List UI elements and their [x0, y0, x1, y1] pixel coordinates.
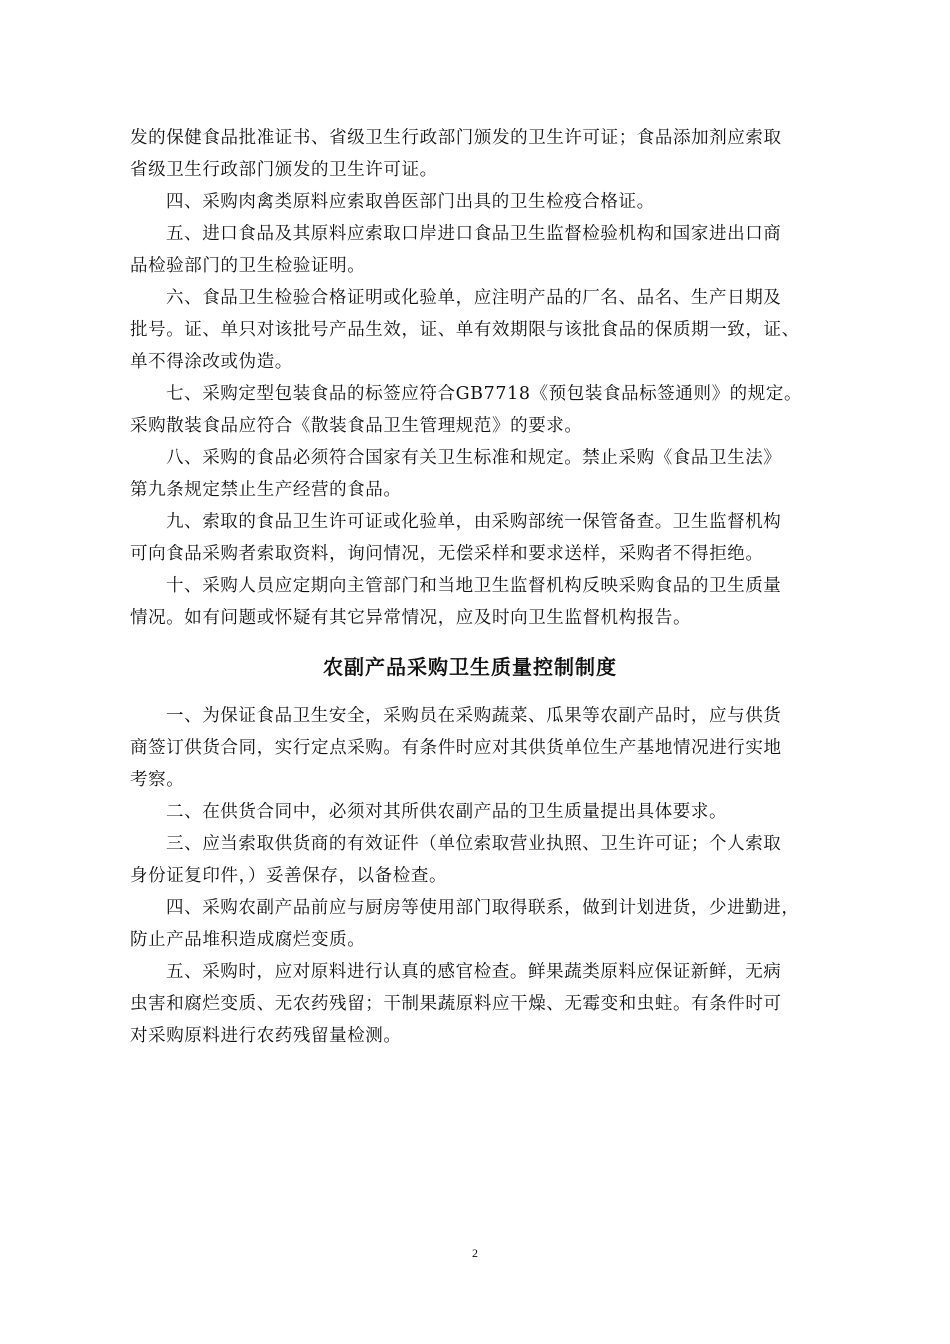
paragraph-line: 省级卫生行政部门颁发的卫生许可证。: [130, 160, 438, 180]
paragraph-line: 品检验部门的卫生检验证明。: [130, 256, 366, 276]
paragraph-line: 单不得涂改或伪造。: [130, 352, 293, 372]
paragraph-line: 虫害和腐烂变质、无农药残留；干制果蔬原料应干燥、无霉变和虫蛀。有条件时可: [130, 994, 782, 1014]
paragraph-line: 二、在供货合同中，必须对其所供农副产品的卫生质量提出具体要求。: [166, 802, 728, 822]
paragraph-line: 身份证复印件，）妥善保存，以备检查。: [130, 866, 448, 886]
paragraph-line: 商签订供货合同，实行定点采购。有条件时应对其供货单位生产基地情况进行实地: [130, 738, 782, 758]
paragraph-line: 九、索取的食品卫生许可证或化验单，由采购部统一保管备查。卫生监督机构: [166, 512, 782, 532]
paragraph-line: 第九条规定禁止生产经营的食品。: [130, 480, 402, 500]
paragraph-line: 七、采购定型包装食品的标签应符合GB7718《预包装食品标签通则》的规定。: [166, 384, 803, 404]
page-number: 2: [472, 1246, 478, 1260]
paragraph-line: 防止产品堆积造成腐烂变质。: [130, 930, 366, 950]
paragraph-line: 对采购原料进行农药残留量检测。: [130, 1026, 402, 1046]
section-heading: 农副产品采购卫生质量控制制度: [323, 655, 617, 679]
paragraph-line: 情况。如有问题或怀疑有其它异常情况，应及时向卫生监督机构报告。: [130, 608, 692, 628]
page-content: [130, 122, 830, 1052]
paragraph-line: 十、采购人员应定期向主管部门和当地卫生监督机构反映采购食品的卫生质量: [166, 576, 782, 596]
paragraph-line: 发的保健食品批准证书、省级卫生行政部门颁发的卫生许可证；食品添加剂应索取: [130, 128, 782, 148]
paragraph-line: 五、进口食品及其原料应索取口岸进口食品卫生监督检验机构和国家进出口商: [166, 224, 782, 244]
paragraph-line: 一、为保证食品卫生安全，采购员在采购蔬菜、瓜果等农副产品时，应与供货: [166, 706, 782, 726]
paragraph-line: 四、采购农副产品前应与厨房等使用部门取得联系，做到计划进货，少进勤进，: [166, 898, 800, 918]
paragraph-line: 四、采购肉禽类原料应索取兽医部门出具的卫生检疫合格证。: [166, 192, 655, 212]
paragraph-line: 批号。证、单只对该批号产品生效，证、单有效期限与该批食品的保质期一致，证、: [130, 320, 800, 340]
paragraph-line: 采购散装食品应符合《散装食品卫生管理规范》的要求。: [130, 416, 583, 436]
paragraph-line: 可向食品采购者索取资料，询问情况，无偿采样和要求送样，采购者不得拒绝。: [130, 544, 764, 564]
paragraph-line: 五、采购时，应对原料进行认真的感官检查。鲜果蔬类原料应保证新鲜，无病: [166, 962, 782, 982]
paragraph-line: 三、应当索取供货商的有效证件（单位索取营业执照、卫生许可证；个人索取: [166, 834, 782, 854]
paragraph-line: 考察。: [130, 770, 185, 790]
paragraph-line: 六、食品卫生检验合格证明或化验单，应注明产品的厂名、品名、生产日期及: [166, 288, 782, 308]
paragraph-line: 八、采购的食品必须符合国家有关卫生标准和规定。禁止采购《食品卫生法》: [166, 448, 782, 468]
